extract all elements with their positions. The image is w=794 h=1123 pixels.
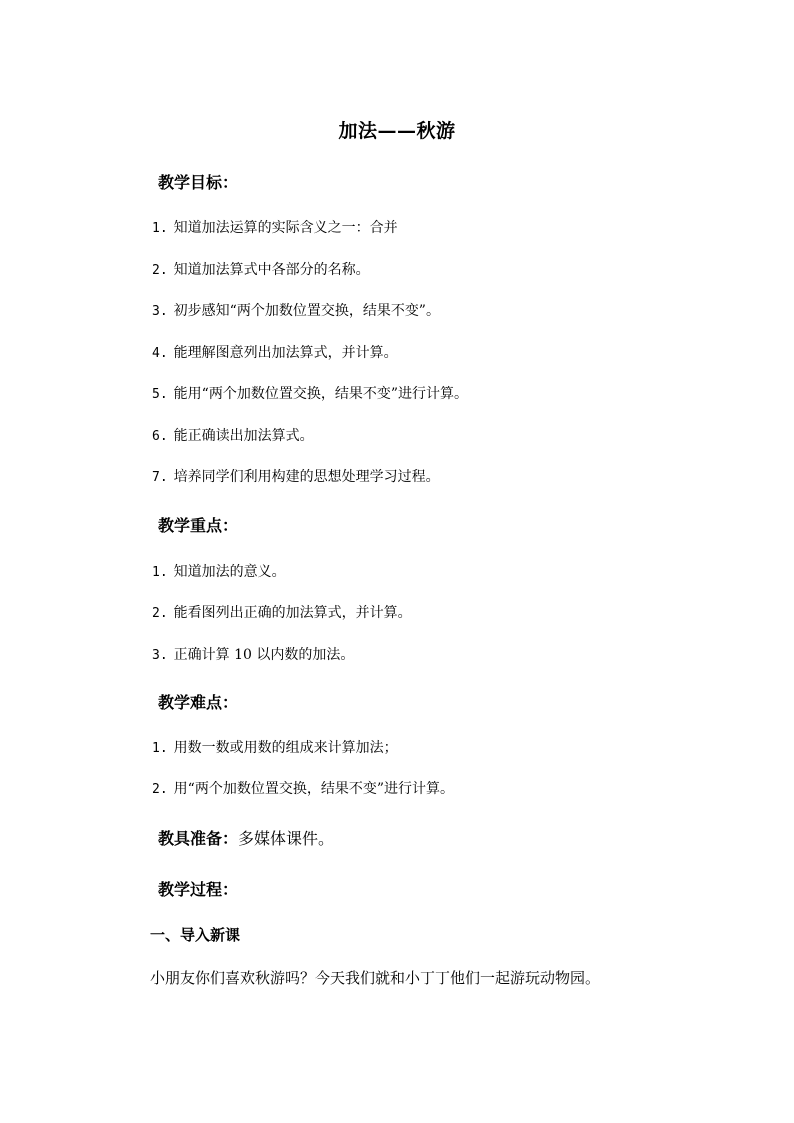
key-point-item-3 (152, 644, 354, 664)
objective-item-1 (152, 217, 398, 237)
objective-item-3 (152, 300, 440, 320)
difficulties-heading: 教学难点： (158, 693, 239, 712)
key-point-text: 正确计算 10 以内数的加法。 (173, 647, 355, 663)
process-heading: 教学过程： (158, 880, 239, 899)
objective-text: 能用“两个加数位置交换，结果不变”进行计算。 (173, 386, 468, 402)
key-point-number: 2. (152, 606, 168, 621)
objective-item-4 (152, 342, 398, 362)
key-point-number: 1. (152, 565, 168, 580)
materials-heading: 教具准备： (158, 829, 239, 848)
objective-text: 培养同学们利用构建的思想处理学习过程。 (173, 469, 440, 485)
difficulty-number: 2. (152, 782, 168, 797)
objectives-heading: 教学目标： (158, 173, 239, 192)
objective-number: 5. (152, 387, 168, 402)
objective-number: 3. (152, 304, 168, 319)
key-point-item-1 (152, 561, 286, 581)
difficulty-text: 用“两个加数位置交换，结果不变”进行计算。 (173, 781, 454, 797)
section-one-paragraph: 小朋友你们喜欢秋游吗？今天我们就和小丁丁他们一起游玩动物园。 (150, 969, 601, 987)
key-point-text: 能看图列出正确的加法算式，并计算。 (173, 605, 412, 621)
objective-number: 2. (152, 263, 168, 278)
objective-item-7 (152, 466, 440, 486)
materials-line (158, 826, 334, 849)
objective-text: 能理解图意列出加法算式，并计算。 (173, 345, 398, 361)
objective-text: 能正确读出加法算式。 (173, 428, 314, 444)
objective-item-2 (152, 259, 370, 279)
objective-text: 知道加法算式中各部分的名称。 (173, 262, 370, 278)
key-points-heading: 教学重点： (158, 516, 239, 535)
objective-number: 7. (152, 470, 168, 485)
difficulty-item-2 (152, 778, 454, 798)
objective-item-5 (152, 383, 468, 403)
objective-text: 知道加法运算的实际含义之一：合并 (173, 220, 398, 236)
objective-number: 4. (152, 346, 168, 361)
difficulty-text: 用数一数或用数的组成来计算加法； (173, 740, 398, 756)
document-title: 加法——秋游 (338, 120, 456, 142)
objective-number: 6. (152, 429, 168, 444)
difficulty-item-1 (152, 737, 398, 757)
difficulty-number: 1. (152, 741, 168, 756)
key-point-item-2 (152, 602, 412, 622)
key-point-number: 3. (152, 648, 168, 663)
materials-text: 多媒体课件。 (238, 829, 335, 848)
objective-number: 1. (152, 221, 168, 236)
objective-text: 初步感知“两个加数位置交换，结果不变”。 (173, 303, 440, 319)
key-point-text: 知道加法的意义。 (173, 564, 286, 580)
section-one-heading: 一、导入新课 (150, 926, 241, 944)
objective-item-6 (152, 425, 314, 445)
